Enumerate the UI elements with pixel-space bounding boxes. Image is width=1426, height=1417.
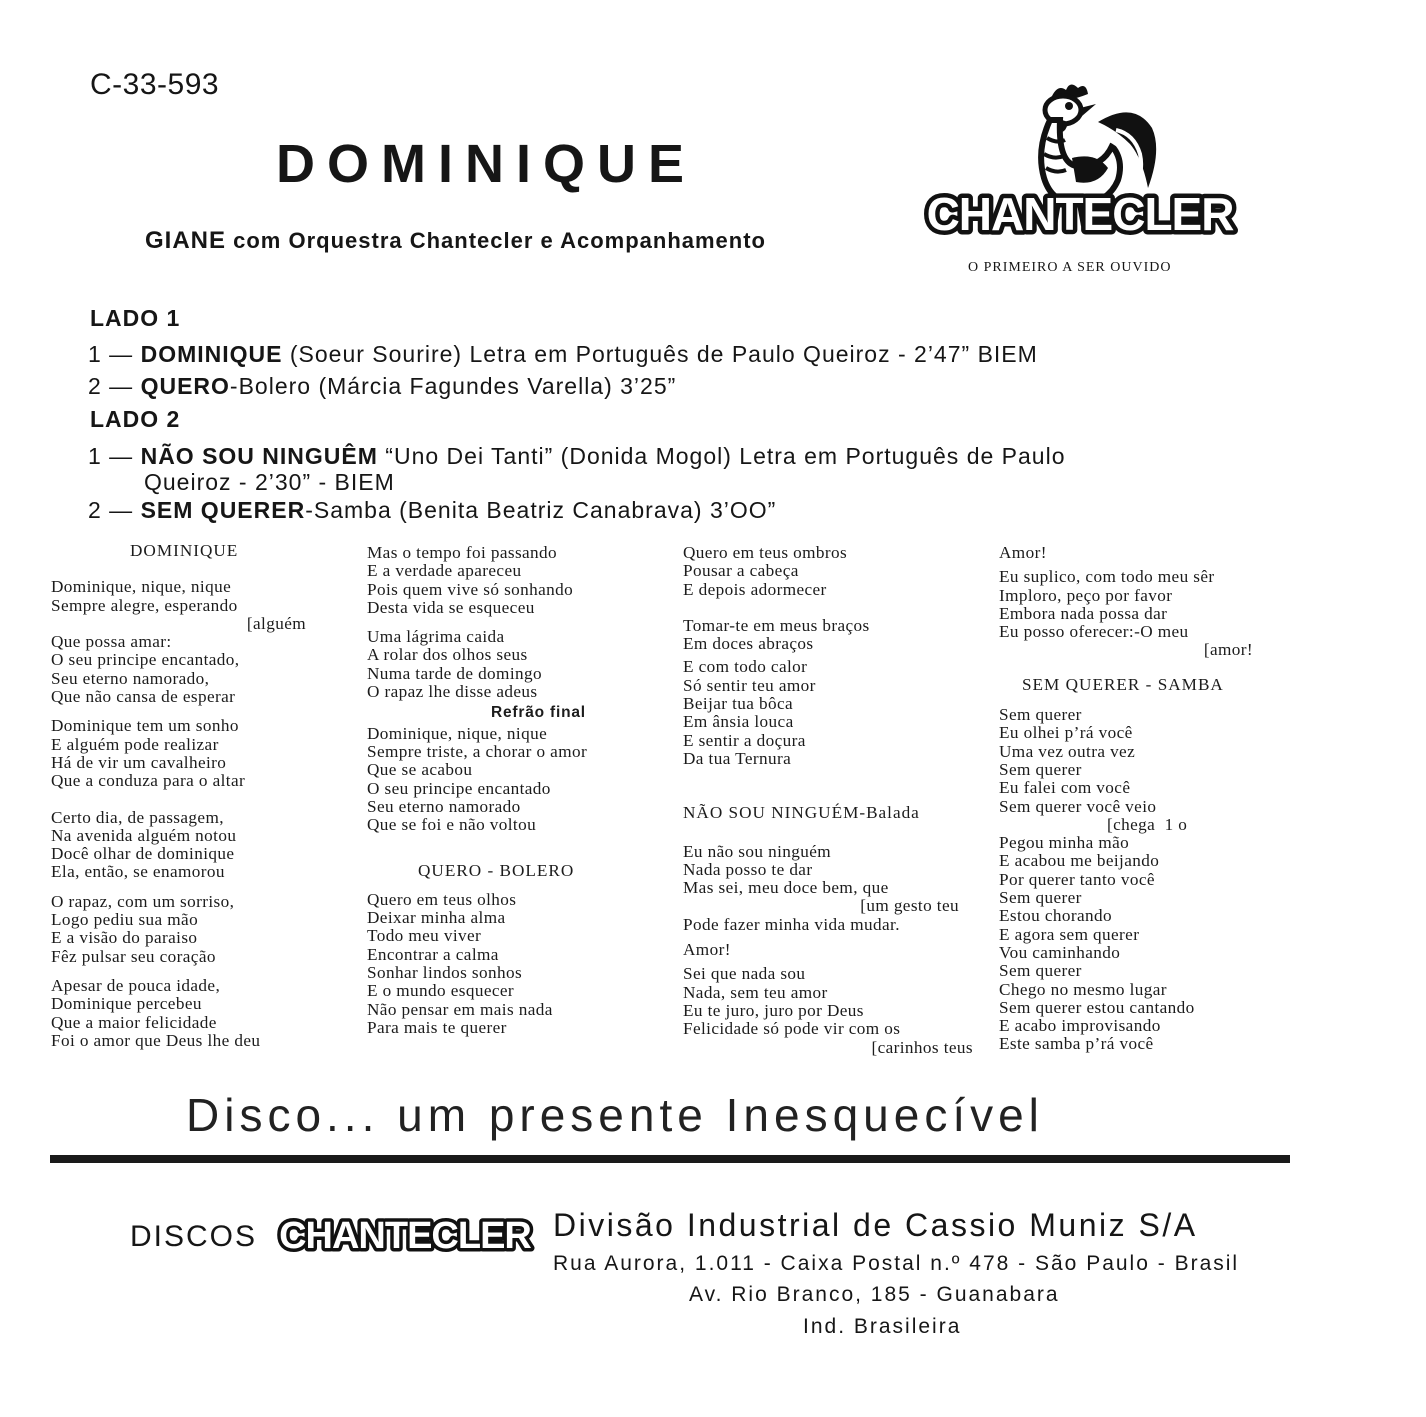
- lyric-line: Dominique, nique, nique: [367, 723, 548, 743]
- lyric-line: Nada posso te dar: [683, 859, 813, 879]
- address-line-2: Av. Rio Branco, 185 - Guanabara: [689, 1283, 1060, 1306]
- lyric-line: Sonhar lindos sonhos: [367, 962, 523, 982]
- track-number: 2 —: [88, 373, 141, 399]
- lyric-line: Em ânsia louca: [683, 712, 794, 732]
- address-line-1: Rua Aurora, 1.011 - Caixa Postal n.º 478 - São Paulo - Brasil: [553, 1252, 1240, 1275]
- lyric-line: Eu te juro, juro por Deus: [683, 1000, 864, 1020]
- lyric-line: E sentir a doçura: [683, 730, 806, 750]
- lyric-line: Que se acabou: [367, 760, 473, 780]
- lyric-line: [um gesto teu: [860, 896, 959, 916]
- lyric-line: [chega 1 o: [1107, 814, 1188, 834]
- lyric-line: O seu principe encantado: [367, 778, 551, 798]
- lyrics-heading-dominique: DOMINIQUE: [130, 541, 239, 560]
- chantecler-logo-small: [279, 1206, 531, 1260]
- lyric-line: E com todo calor: [683, 657, 808, 677]
- lyric-line: O rapaz, com um sorriso,: [51, 891, 235, 911]
- lyric-line: Chego no mesmo lugar: [999, 979, 1167, 999]
- lyric-line: Encontrar a calma: [367, 944, 499, 964]
- lyric-line: Certo dia, de passagem,: [51, 807, 224, 827]
- lyrics-heading-quero: QUERO - BOLERO: [418, 861, 575, 881]
- lyric-line: O rapaz lhe disse adeus: [367, 682, 538, 702]
- lyric-line: E acabo improvisando: [999, 1016, 1161, 1036]
- lyric-line: Sempre alegre, esperando: [51, 595, 238, 615]
- lyric-line: Da tua Ternura: [683, 748, 792, 768]
- divider-rule: [50, 1155, 1290, 1163]
- brand-wordmark: CHANTECLER: [926, 188, 1234, 240]
- company-name: Divisão Industrial de Cassio Muniz S/A: [553, 1207, 1198, 1243]
- lyric-line: Em doces abraços: [683, 634, 814, 654]
- lyric-line: Fêz pulsar seu coração: [51, 946, 216, 966]
- track-number: 1 —: [88, 443, 141, 469]
- lyric-line: Sei que nada sou: [683, 964, 806, 984]
- lyric-line: E acabou me beijando: [999, 851, 1160, 871]
- lyric-line: Imploro, peço por favor: [999, 585, 1173, 605]
- track-number: 2 —: [88, 497, 141, 523]
- lyric-line: Que a conduza para o altar: [51, 771, 246, 791]
- lyric-line: Sem querer estou cantando: [999, 997, 1195, 1017]
- lyric-line: E agora sem querer: [999, 924, 1140, 944]
- discos-label: DISCOS: [130, 1220, 258, 1253]
- lyric-line: Sem querer: [999, 759, 1082, 779]
- lyric-line: A rolar dos olhos seus: [367, 645, 528, 665]
- track-title: SEM QUERER: [140, 497, 306, 523]
- lyric-line: Por querer tanto você: [999, 869, 1155, 889]
- lyric-line: Sem querer: [999, 961, 1082, 981]
- lyric-line: Felicidade só pode vir com os: [683, 1019, 901, 1039]
- lyric-line: Pousar a cabeça: [683, 561, 799, 581]
- lyric-line: Este samba p’rá você: [999, 1034, 1154, 1054]
- lyric-line: Quero em teus olhos: [367, 889, 517, 909]
- track-credits: -Bolero (Márcia Fagundes Varella) 3’25”: [229, 373, 677, 399]
- lyric-line: Que não cansa de esperar: [51, 687, 236, 707]
- rooster-icon: [926, 80, 1234, 280]
- lyrics-column-3: [683, 544, 973, 1057]
- lyric-line: Seu eterno namorado,: [51, 668, 210, 688]
- lyric-line: Sem querer: [999, 888, 1082, 908]
- lyric-line: Eu suplico, com todo meu sêr: [999, 567, 1215, 587]
- artist-credits: com Orquestra Chantecler e Acompanhamento: [226, 228, 766, 253]
- lyric-line: [carinhos teus: [871, 1037, 973, 1057]
- lyrics-heading-sem-querer: SEM QUERER - SAMBA: [1022, 674, 1224, 694]
- brand-tagline: O PRIMEIRO A SER OUVIDO: [968, 260, 1172, 275]
- lyric-line: Deixar minha alma: [367, 908, 506, 928]
- side-1-track-2: [88, 373, 676, 400]
- track-credits-continued: Queiroz - 2’30” - BIEM: [144, 469, 395, 495]
- catalog-number: C-33-593: [90, 68, 220, 101]
- side-2-track-2: [88, 497, 776, 524]
- lyric-line: O seu principe encantado,: [51, 650, 240, 670]
- lyric-line: Mas sei, meu doce bem, que: [683, 878, 889, 898]
- lyric-line: Só sentir teu amor: [683, 675, 816, 695]
- track-title: QUERO: [140, 373, 230, 399]
- lyric-line: Ela, então, se enamorou: [51, 862, 225, 882]
- lyric-line: Uma lágrima caida: [367, 627, 505, 647]
- lyric-line: Dominique percebeu: [51, 994, 202, 1014]
- lyric-line: Não pensar em mais nada: [367, 999, 553, 1019]
- slogan: Disco... um presente Inesquecível: [186, 1089, 1044, 1141]
- lyric-line: Para mais te querer: [367, 1017, 507, 1037]
- lyric-line: Na avenida alguém notou: [51, 825, 237, 845]
- made-in-label: Ind. Brasileira: [803, 1315, 962, 1338]
- lyric-line: [amor!: [1203, 640, 1253, 660]
- lyric-line: Que possa amar:: [51, 632, 172, 652]
- track-title: DOMINIQUE: [140, 341, 283, 367]
- lyric-line: Eu olhei p’rá você: [999, 723, 1133, 743]
- lyrics-column-1: [51, 542, 306, 1050]
- artist-line: [145, 227, 766, 255]
- lyric-line: Logo pediu sua mão: [51, 910, 199, 930]
- side-2-track-1: [88, 443, 1066, 495]
- side-2-label: LADO 2: [90, 406, 181, 432]
- lyric-line: Que se foi e não voltou: [367, 815, 537, 835]
- refrain-heading: Refrão final: [491, 704, 586, 722]
- lyric-line: Mas o tempo foi passando: [367, 543, 558, 562]
- lyric-line: Pois quem vive só sonhando: [367, 579, 574, 599]
- lyric-line: Sem querer: [999, 705, 1082, 725]
- lyrics-heading-nao-sou-ninguem: NÃO SOU NINGUÉM-Balada: [683, 803, 920, 823]
- lyric-line: Numa tarde de domingo: [367, 663, 542, 683]
- track-credits: -Samba (Benita Beatriz Canabrava) 3’OO”: [305, 497, 777, 523]
- lyric-line: Pegou minha mão: [999, 833, 1130, 853]
- lyric-line: Estou chorando: [999, 906, 1112, 926]
- track-credits: (Soeur Sourire) Letra em Português de Paulo Queiroz - 2’47” BIEM: [282, 341, 1038, 367]
- lyric-line: E a visão do paraiso: [51, 928, 198, 948]
- lyric-line: Beijar tua bôca: [683, 694, 794, 714]
- lyric-line: Docê olhar de dominique: [51, 844, 235, 864]
- lyric-line: E o mundo esquecer: [367, 981, 515, 1001]
- track-credits: “Uno Dei Tanti” (Donida Mogol) Letra em Português de Paulo: [377, 443, 1066, 469]
- lyric-line: [alguém: [246, 613, 306, 633]
- track-number: 1 —: [88, 341, 141, 367]
- lyrics-column-2: [367, 544, 667, 1037]
- lyric-line: Uma vez outra vez: [999, 741, 1136, 761]
- lyric-line: Amor!: [999, 543, 1047, 562]
- chantecler-logo: [926, 80, 1234, 280]
- lyric-line: Vou caminhando: [999, 942, 1121, 962]
- lyric-line: Sem querer você veio: [999, 796, 1157, 816]
- lyric-line: Quero em teus ombros: [683, 543, 848, 562]
- lyric-line: Eu não sou ninguém: [683, 841, 832, 861]
- lyric-line: Embora nada possa dar: [999, 603, 1168, 623]
- track-title: NÃO SOU NINGUÊM: [140, 443, 378, 469]
- lyrics-column-4: [999, 544, 1291, 1054]
- lyric-line: Dominique tem um sonho: [51, 716, 239, 736]
- lyric-line: Seu eterno namorado: [367, 796, 521, 816]
- side-1-track-1: [88, 341, 1038, 368]
- side-1-label: LADO 1: [90, 305, 181, 331]
- artist-name: GIANE: [145, 227, 227, 254]
- lyric-line: E a verdade apareceu: [367, 561, 522, 581]
- lyric-line: Desta vida se esqueceu: [367, 597, 535, 617]
- lyric-line: Apesar de pouca idade,: [51, 975, 221, 995]
- footer-wordmark: CHANTECLER: [279, 1215, 531, 1257]
- lyric-line: Há de vir um cavalheiro: [51, 752, 227, 772]
- lyric-line: Todo meu viver: [367, 926, 482, 946]
- lyric-line: E alguém pode realizar: [51, 734, 219, 754]
- lyric-line: Que a maior felicidade: [51, 1012, 217, 1032]
- lyric-line: Dominique, nique, nique: [51, 577, 232, 597]
- lyric-line: Amor!: [683, 940, 731, 960]
- lyric-line: Tomar-te em meus braços: [683, 615, 870, 635]
- album-title: DOMINIQUE: [276, 134, 697, 194]
- lyric-line: Sempre triste, a chorar o amor: [367, 741, 588, 761]
- lyric-line: Nada, sem teu amor: [683, 982, 828, 1002]
- lyric-line: E depois adormecer: [683, 579, 827, 599]
- lyric-line: Foi o amor que Deus lhe deu: [51, 1030, 261, 1050]
- lyric-line: Pode fazer minha vida mudar.: [683, 914, 900, 934]
- lyric-line: Eu falei com você: [999, 778, 1131, 798]
- lyric-line: Eu posso oferecer:-O meu: [999, 622, 1189, 642]
